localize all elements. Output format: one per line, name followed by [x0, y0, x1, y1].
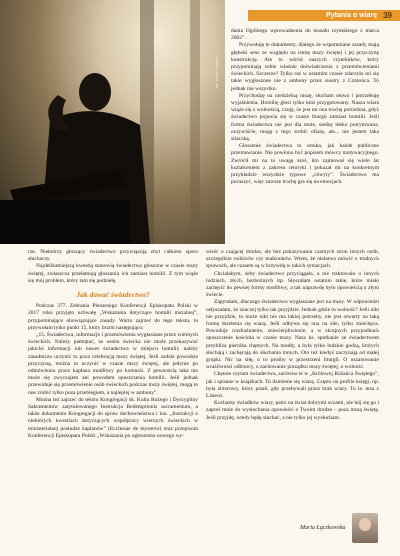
paragraph: Przychodzę na niedzielną mszę, słucham słowa i potrzebuję wyjaśnienia. Homilię głosi tylko ktoś przygotowany. Nasza wiara wiąże się z wolnością, czuję, że jest mi ona trochę potrzebna, gdyż świadectwo pojawia się w czasie liturgii zamiast homilii. Jeśli forma świadectwa nie jest dla mnie, siedzę lekko poirytowana, oczywiście, mogę z tego zrobić ofiarę, ale... nie jestem taka silaczką. [231, 92, 379, 143]
paragraph: Chętnie czytam świadectwa, zarówno te w „Królowej Różańca Świętego”, jak i spisane w książkach. To dzielenie się wiarą. Często na profile księgi, np. była zbiorowy, który pisali, gdy przebywali przez brak wiary. To le. teza z Lisieux. [206, 371, 379, 400]
author-signature [300, 513, 378, 543]
paragraph: rze. Niektórzy głoszący świadectwo przywiązują zbyt całkiem sporo słuchaczy. [28, 249, 198, 263]
paragraph: wieść o czającej drodze, ale bez pokazywania czarnych stron innych osób, szczególnie rodziców czy małżonków. Wiem, że niełatwo mówić o trudnych sprawach, ale czasem są w krzywdą w takich sytuacjach. [206, 249, 379, 270]
section-header [248, 10, 400, 21]
paragraph: Można też zajrzeć do tekstu Kongregacji ds. Kultu Bożego i Dyscypliny Sakramentów zatytułowanego Instrukcja Redemptionis sacramentum, a także dokumentu Kongregacji do spraw duchowieństwa i inn. „Instrukcji o niektórych kwestiach dotyczących współpracy wiernych świeckich w ministerialnej posłudze kapłanów” (Ecclesiae de mysterio) oraz przepisom Konferencji Episkopatu Polski „Wskazania po ogłoszeniu nowego wy- [28, 396, 198, 439]
right-column-top [231, 28, 379, 186]
paragraph: Głoszenie świadectwa to sztuka, jak każde publiczne przemawianie. Nie powinno być popisem mówcy motywacyjnego. Zwróćił mi na to uwagę ktoś, kto zajmował się wiele lat kształceniem z zakresu retoryki i pokazał mi na konkretnym przykładzie wszystkie typowe „chwyty”. Świadectwo ma poruszyć, więc zawsze trochę gra się na emocjach. [231, 143, 379, 186]
paragraph: „15. Świadectwa, informacje i przemówienia wygłaszane przez wiernych świeckich. Należy pamiętać, że osoba świecka nie może przekazywać jakichś informacji lub nawet świadectwa w miejscu homilii; należy zasadniczo uczynić to poza celebracją mszy świętej. Jeśli zadzie powodzie przyczyną, można to uczynić w czasie mszy świętej, ale jedynie po odmówieniu przez kapłana modlitwy po komunii. Z pewnością taka nie może się zwyczajem ani powodem opuszczenia homilii. Jeśli jednak przewiduje się przemówienie osób świeckich podczas mszy świętej, mogą to one zrobić tylko poza przebiegiem, a najlepiej w ambony”. [28, 332, 198, 396]
paragraph: Kochamy świadków wiary, patrz na świat dobrymi oczami, nie bój się go i zaproś mnie do wysłuchania opowieści o Twoim drodze – poza mszą świętą. Jeśli przyjdę, wtedy będę słuchać, a nie tylko jej wysłucham. [206, 400, 379, 421]
subheading: Jak dawać świadectwo? [76, 290, 150, 300]
left-column [28, 249, 198, 440]
section-label: Pytania o wiarę [326, 12, 378, 19]
paragraph: dania Ogólnego wprowadzenia do mszału rzymskiego z marca 2002”. [231, 28, 379, 42]
priest-pulpit-image [0, 0, 225, 244]
author-name: Maria Łączkowska [300, 525, 346, 531]
paragraph: Podczas 377. Zebrania Plenarnego Konferencji Episkopatu Polski w 2017 roku przyjęto uchwałę „Wskazania dotyczące homilii mszalnej”, przypominające obowiązujące zasady. Warto zajrzeć do tego tekstu, tu przywołam tylko punkt 15, który brzmi następująco: [28, 303, 198, 331]
photo-credit: fot. Karol Pruszko [214, 56, 219, 88]
author-avatar [352, 513, 378, 543]
paragraph: Przywołuję te dokumenty, dlatego że wspomniane zasady mają głęboki sens ze względu na istotę mszy świętej i jej przyczynę konstrukcję. Ale tu wśród naszych czytelników, który przypominają sobie właśnie doświadczenia z przemówieniami świeckich. Szczerze? Tylko raz w ostatnim czasie zdarzyło mi się takie wygłoszone nie z ambony przez siostry z Czmońca. To jednak nie wszystko. [231, 42, 379, 92]
page-number: 39 [383, 11, 392, 20]
paragraph: Najdelikatniejszą kwestią stanowią świadectwa głoszone w czasie mszy świętej, zwłaszcza przełamują głoszaniu ich zamiast homilii. Z tym wiąże się mój problem, który tam się podzielę. [28, 263, 198, 284]
right-column [206, 249, 379, 422]
priest-photo [0, 0, 225, 244]
paragraph: Zapytałam, dlaczego świadectwo wygłaszane jest na mszy. W odpowiedzi usłyszałam, że znaczej tylko tak przyjdzie. Jednak gdzie tu wolność? Jeśli nikt nie przyjdzie, to może nikt nie ma takiej potrzeby, nie jest otwarty na taką formę dzielenia się wiarą. Jeśli odbywa się ona na sile, tylko zniechęca. Powoduje rozdrażnienie, zniecierpliwienie, a w skrajnych przypadkach opuszczenie kościoła w czasie mszy. Nasz ks. spotkanie ze świadectwem przybliża piernika chętnych. Na modły, a była tylko ludzkie godzą, których słuchają i zachęcają do słuchania innych. Oto też kiedyś zaczynają od małej grupki. Nic na siłę, o to prośby w przestrzeni liturgii. O uszanowanie wrażliwości odbiorcy, o zachowanie porządku mszy świętej, o wolność. [206, 299, 379, 371]
paragraph: Chciałabym, żeby świadectwo przyciągało, a nie traktowało o innych ludziach, złych, bezbożnych itp. Słyszałam ostatnio takie, które miało zachęcić do pewnej formy modlitwy, a tak naprawdę było opowieścią o złym świecie. [206, 270, 379, 299]
